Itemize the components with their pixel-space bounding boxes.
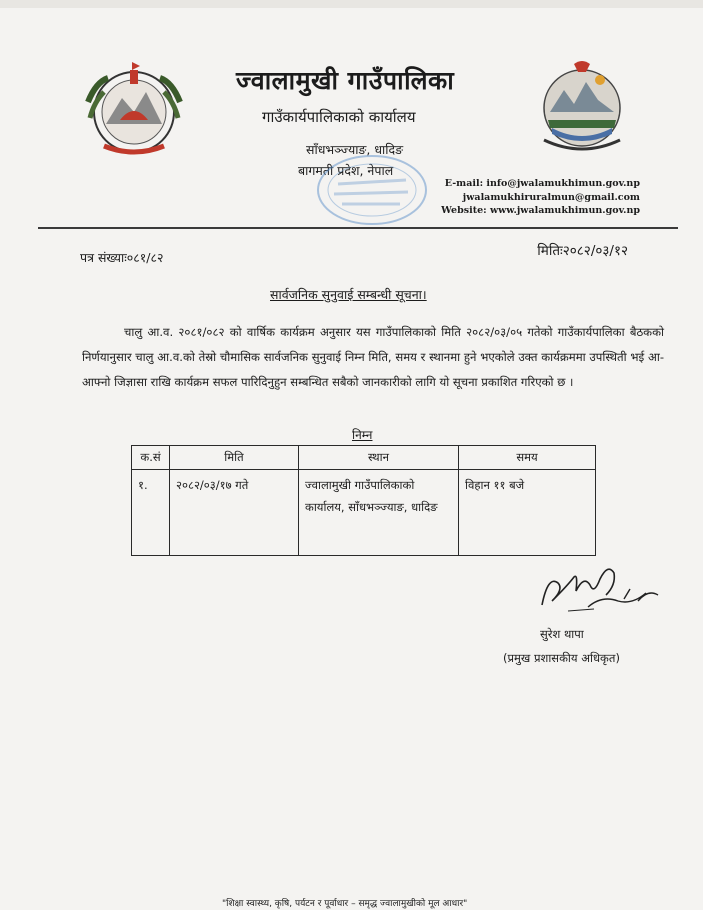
cell-date: २०८२/०३/१७ गते — [170, 470, 299, 556]
email-alt-text: jwalamukhiruralmun@gmail.com — [462, 191, 640, 203]
signer-name: सुरेश थापा — [540, 627, 584, 641]
signer-title: (प्रमुख प्रशासकीय अधिकृत) — [503, 651, 620, 665]
table-caption: निम्न — [352, 428, 373, 442]
letter-body: चालु आ.व. २०८१/०८२ को वार्षिक कार्यक्रम अनुसार यस गाउँपालिकाको मिति २०८२/०३/०५ गतेको गाउँकार्यपालिका बैठकको निर्णयानुसार चालु आ.व.को तेस्रो चौमासिक सार्वजनिक सुनुवाई निम्न मिति, समय र स्थानमा हुने भएकोले उक्त कार्यक्रममा उपस्थिती भई आ-आफ्नो जिज्ञासा राखि कार्यक्रम सफल पारिदिनुहुन सम्बन्धित सबैको जानकारीको लागि यो सूचना प्रकाशित गरिएको छ । — [82, 325, 664, 389]
address-line2: बागमती प्रदेश, नेपाल — [298, 163, 394, 178]
header-sn: क.सं — [132, 446, 170, 470]
table-row — [132, 470, 596, 556]
office-name: गाउँकार्यपालिकाको कार्यालय — [262, 108, 416, 126]
signature-icon — [528, 555, 668, 625]
municipality-logo-icon — [540, 60, 624, 160]
address-line1: साँधभञ्ज्याङ, धादिङ — [306, 142, 404, 157]
page-top-edge — [0, 0, 703, 8]
schedule-table — [131, 445, 596, 556]
cell-place: ज्वालामुखी गाउँपालिकाको कार्यालय, साँधभञ्ज्याङ, धादिङ — [299, 470, 459, 556]
footer-motto: "शिक्षा स्वास्थ्य, कृषि, पर्यटन र पूर्वाधार – समृद्ध ज्वालामुखीको मूल आधार" — [222, 899, 468, 909]
header-date: मिति — [170, 446, 299, 470]
table-header-row — [132, 446, 596, 470]
letter-subject: सार्वजनिक सुनुवाई सम्बन्धी सूचना। — [270, 287, 427, 302]
cell-time: विहान ११ बजे — [459, 470, 596, 556]
email-text: E-mail: info@jwalamukhimun.gov.np — [444, 178, 640, 189]
letter-date: मितिः२०८२/०३/१२ — [537, 243, 628, 259]
org-name: ज्वालामुखी गाउँपालिका — [236, 66, 455, 95]
website-text: Website: www.jwalamukhimun.gov.np — [441, 205, 640, 216]
contact-block — [441, 177, 640, 218]
reference-number: पत्र संख्याः०८१/८२ — [80, 250, 164, 265]
header-time: समय — [459, 446, 596, 470]
cell-sn: १. — [132, 470, 170, 556]
office-stamp-icon — [312, 150, 432, 230]
header-divider — [38, 227, 678, 229]
header-place: स्थान — [299, 446, 459, 470]
nepal-emblem-icon — [82, 62, 186, 158]
